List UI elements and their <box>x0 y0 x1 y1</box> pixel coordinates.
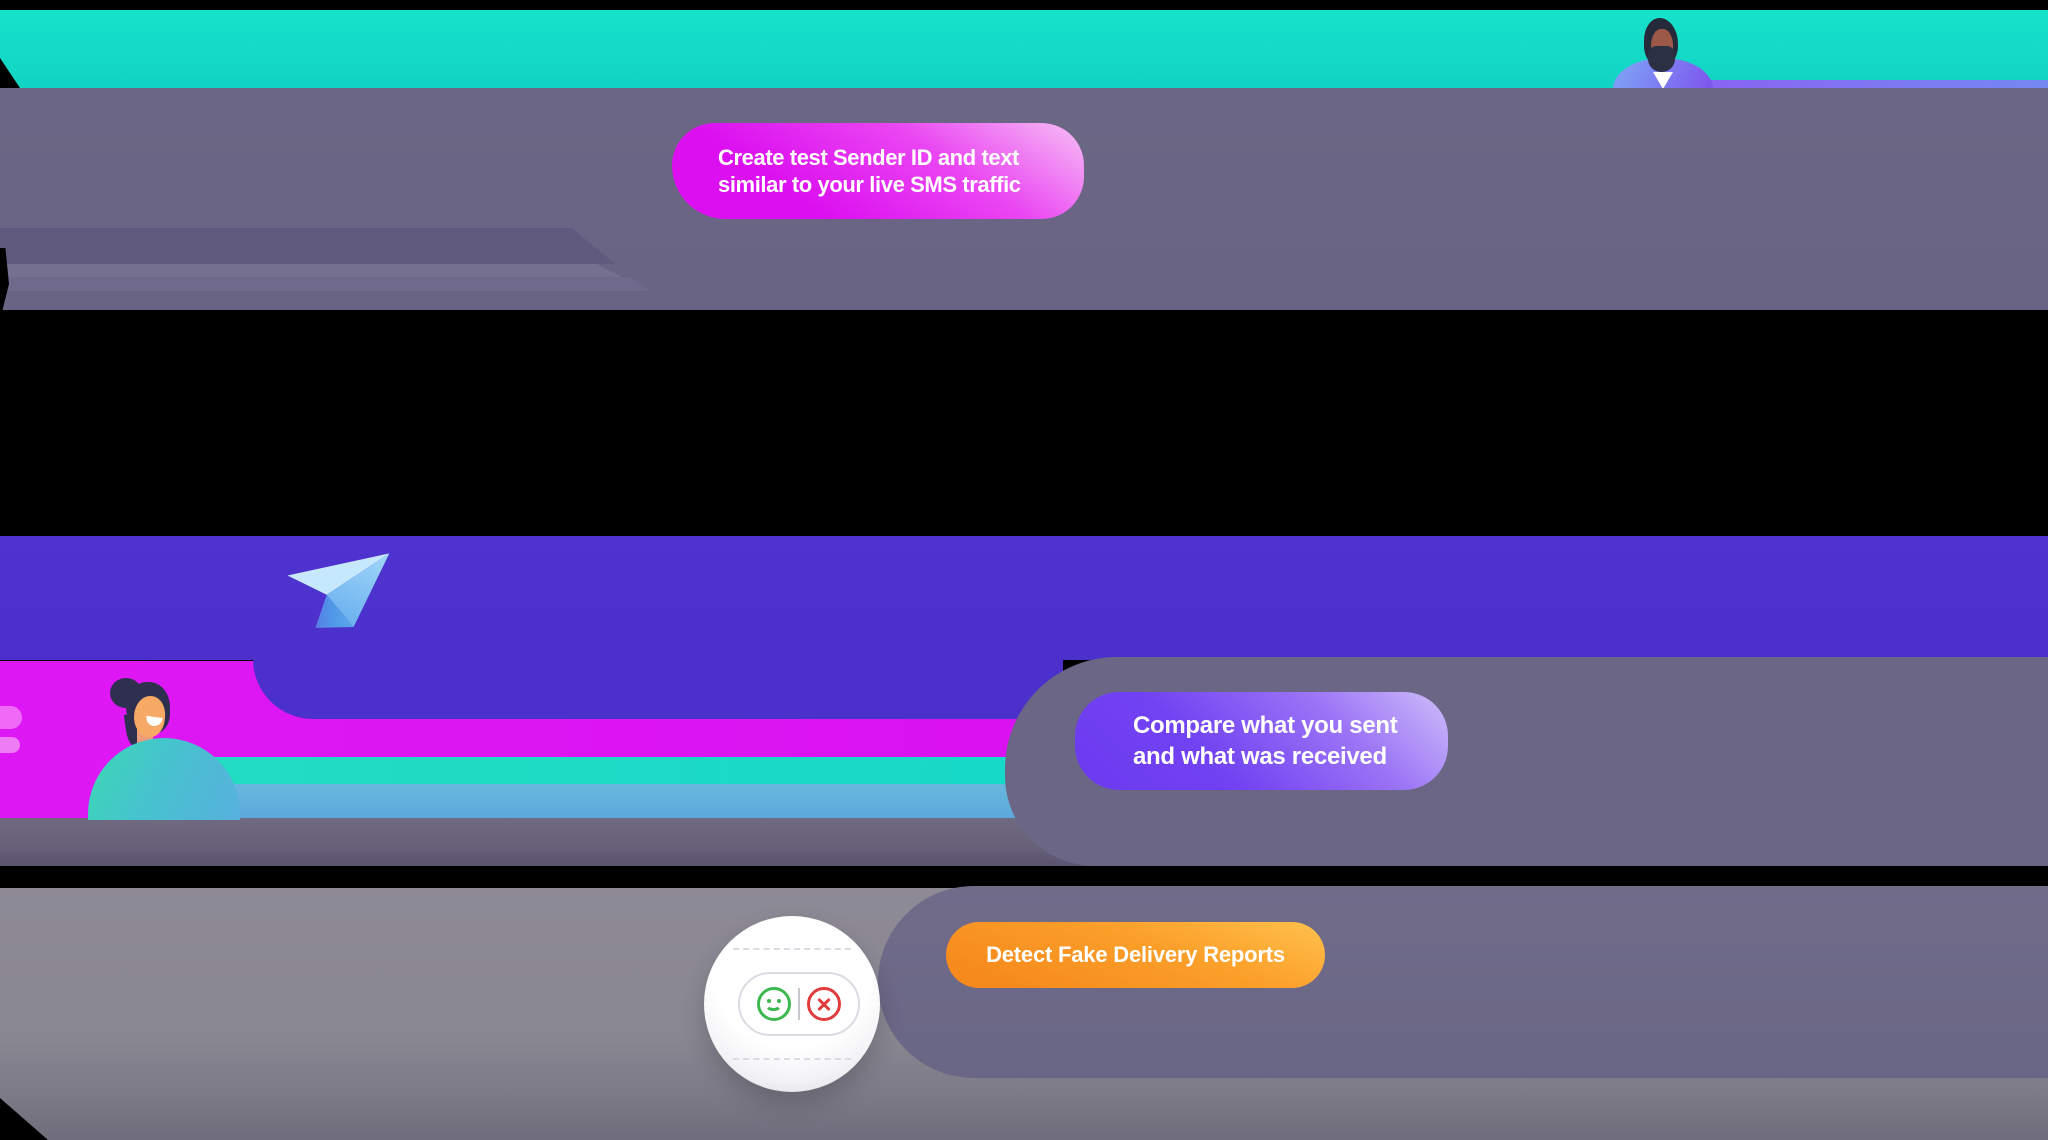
purple-band-extension <box>253 655 1063 719</box>
smiley-face-icon <box>757 987 791 1021</box>
step2-line2: and what was received <box>1133 743 1387 770</box>
status-toggle-pill <box>738 972 860 1036</box>
teal-header-band <box>0 10 2048 88</box>
step1-line1: Create test Sender ID and text <box>718 145 1019 170</box>
step1-callout-pill[interactable] <box>672 123 1084 219</box>
pink-edge-stripe-1 <box>0 706 22 729</box>
dashed-line-bottom <box>733 1058 851 1060</box>
cross-circle-icon <box>807 987 841 1021</box>
skeleton-stripe-light-2 <box>0 277 650 291</box>
delivery-status-badge <box>704 916 880 1092</box>
woman-body <box>88 738 240 820</box>
skeleton-stripe-light-1 <box>0 264 622 277</box>
step2-callout-pill[interactable] <box>1075 692 1448 790</box>
man-beard <box>1648 46 1675 72</box>
icon-divider <box>798 988 800 1020</box>
step3-callout-pill[interactable] <box>946 922 1325 988</box>
dashed-line-top <box>733 948 851 950</box>
teal-message-stripe <box>205 757 1030 784</box>
pink-edge-stripe-2 <box>0 737 20 753</box>
step2-line1: Compare what you sent <box>1133 712 1398 739</box>
paper-plane-icon <box>283 546 395 638</box>
skeleton-stripe-dark <box>0 228 615 264</box>
step1-line2: similar to your live SMS traffic <box>718 172 1021 197</box>
step3-label: Detect Fake Delivery Reports <box>986 942 1285 967</box>
woman-avatar <box>60 670 310 820</box>
